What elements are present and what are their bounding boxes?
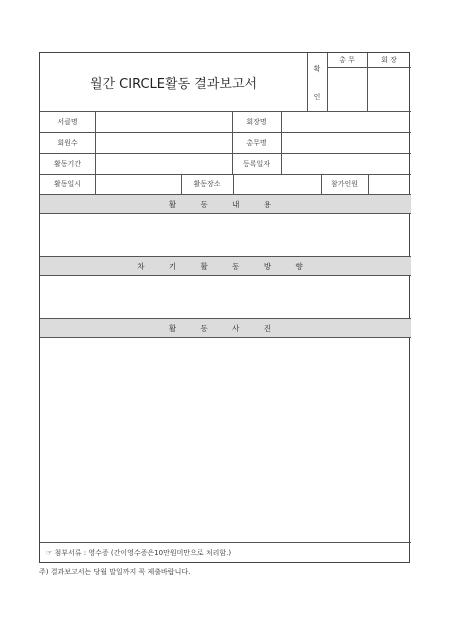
treasurer-name-label: 총무명 xyxy=(246,138,267,147)
treasurer-label: 총 무 xyxy=(339,56,355,64)
activity-period-label: 활동기간 xyxy=(53,159,82,168)
approval-check-label-top: 확 xyxy=(313,65,321,73)
next-direction-field[interactable] xyxy=(41,276,410,318)
president-signature-box[interactable] xyxy=(368,68,410,110)
participants-label: 참가인원 xyxy=(330,180,359,188)
member-count-field[interactable] xyxy=(96,133,232,153)
submission-footnote: 주) 결과보고서는 당월 말일까지 꼭 제출바랍니다. xyxy=(39,568,191,576)
activity-period-field[interactable] xyxy=(96,154,232,174)
president-name-field[interactable] xyxy=(282,112,410,132)
president-name-label: 회장명 xyxy=(246,117,267,126)
treasurer-name-field[interactable] xyxy=(282,133,410,153)
club-name-label: 서클명 xyxy=(57,117,78,126)
president-label: 회 장 xyxy=(381,56,397,64)
activity-content-field[interactable] xyxy=(41,214,410,256)
activity-place-label: 활동장소 xyxy=(193,180,221,188)
activity-place-field[interactable] xyxy=(234,175,321,194)
activity-photos-area[interactable] xyxy=(41,338,410,542)
report-form xyxy=(39,52,410,563)
member-count-label: 회원수 xyxy=(57,138,78,147)
activity-datetime-label: 활동일시 xyxy=(53,180,82,188)
next-direction-header: 차 기 활 동 방 향 xyxy=(137,261,314,271)
treasurer-signature-box[interactable] xyxy=(328,68,366,110)
participants-field[interactable] xyxy=(369,175,410,194)
club-name-field[interactable] xyxy=(96,112,232,132)
approval-check-label-bottom: 인 xyxy=(313,93,321,101)
registration-date-label: 등록일자 xyxy=(242,159,271,168)
activity-content-header: 활 동 내 용 xyxy=(168,199,283,209)
registration-date-field[interactable] xyxy=(282,154,410,174)
form-title: 월간 CIRCLE활동 결과보고서 xyxy=(89,76,258,92)
activity-datetime-field[interactable] xyxy=(96,175,181,194)
activity-photos-header: 활 동 사 진 xyxy=(168,323,283,333)
attachments-note: ☞ 첨부서류 : 영수증 (간이영수증은10만원미만으로 처리함.) xyxy=(46,549,232,557)
